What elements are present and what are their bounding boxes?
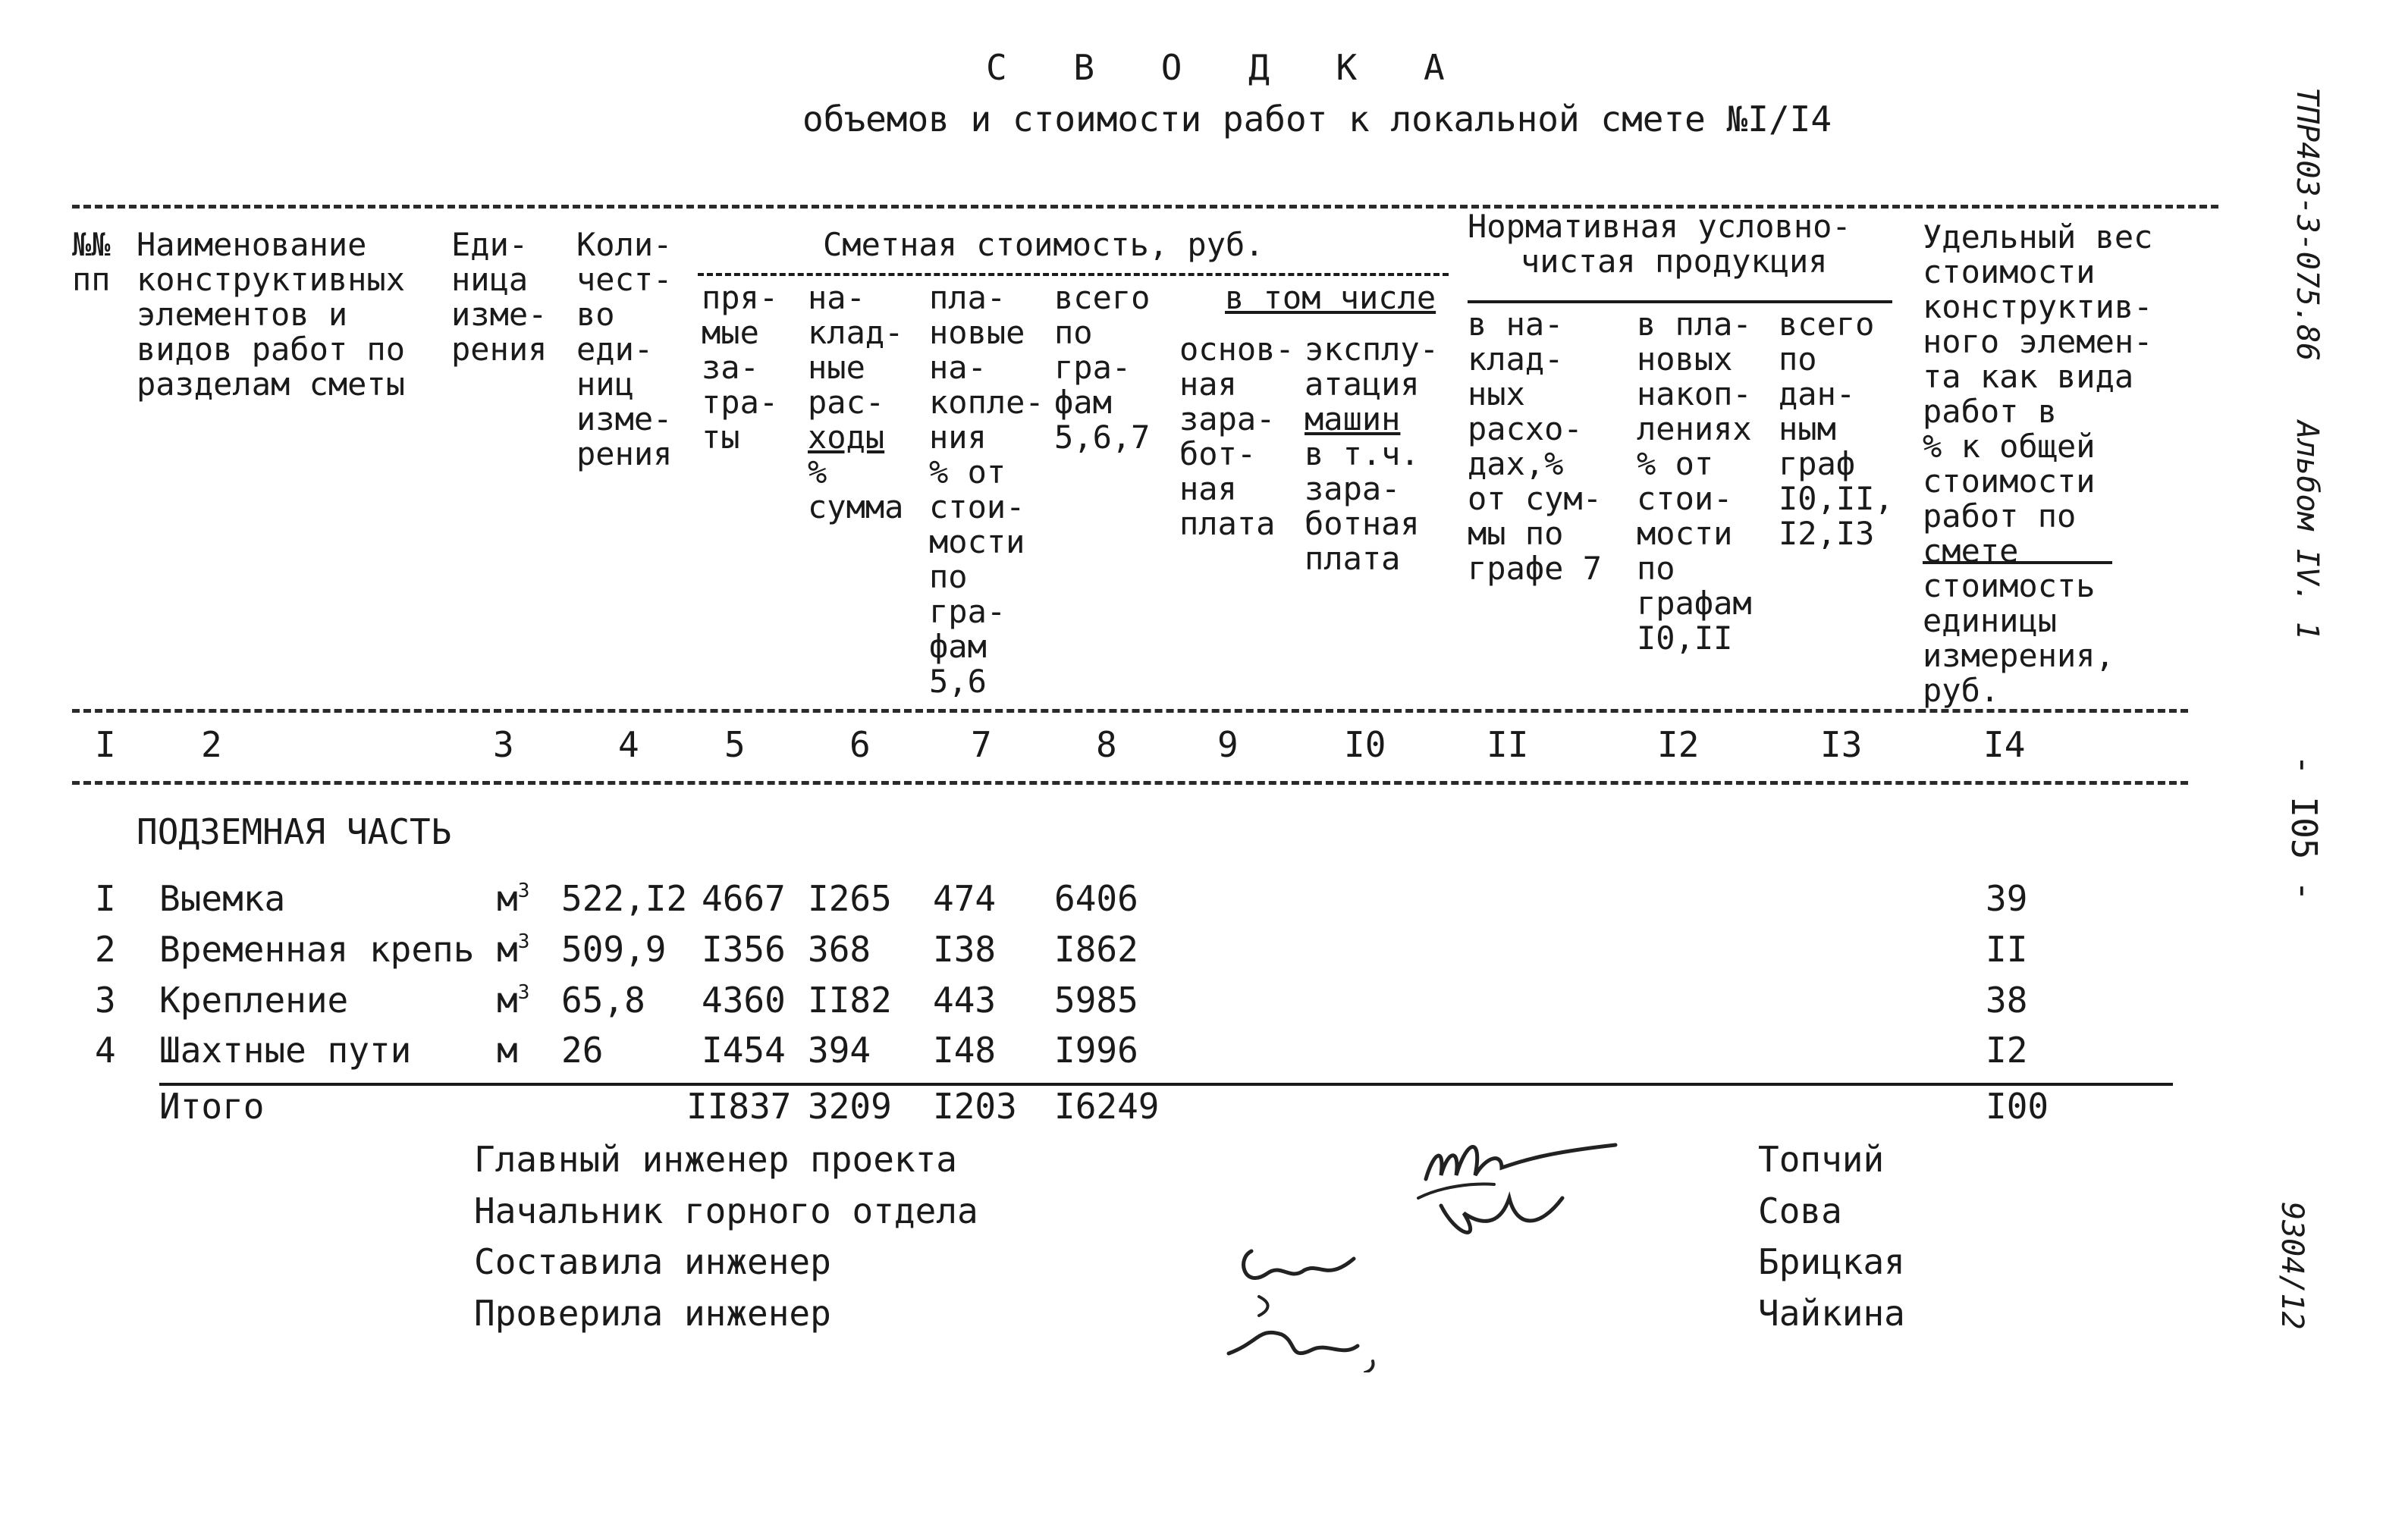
row-overhead: I265: [808, 878, 892, 919]
column-number-11: II: [1487, 724, 1529, 765]
column-number-4: 4: [618, 724, 639, 765]
row-share: II: [1986, 929, 2028, 970]
header-including-group: в том числе: [1225, 279, 1436, 316]
header-norm-planned: в пла- новых накоп- лениях % от стои- мости по графам I0,II: [1637, 306, 1752, 657]
row-name: Шахтные пути: [159, 1030, 412, 1071]
row-number: I: [95, 878, 116, 919]
header-total: всего по гра- фам 5,6,7: [1054, 279, 1151, 456]
margin-page-number: - I05 -: [2284, 754, 2325, 902]
column-number-1: I: [95, 724, 116, 765]
header-estimated-cost-group: Сметная стоимость, руб.: [823, 226, 1264, 263]
row-direct: 4667: [702, 878, 786, 919]
margin-code: ТПР403-3-075.86: [2290, 87, 2325, 362]
column-numbers-rule: [72, 781, 2188, 785]
row-quantity: 26: [561, 1030, 604, 1071]
signature-role: Начальник горного отдела: [474, 1190, 978, 1231]
signature-name: Чайкина: [1758, 1293, 1905, 1334]
total-planned: I203: [933, 1086, 1017, 1127]
column-number-9: 9: [1217, 724, 1239, 765]
signature-name: Сова: [1758, 1190, 1842, 1231]
margin-registration-number: 9304/12: [2275, 1202, 2309, 1330]
signature-role: Главный инженер проекта: [474, 1139, 957, 1180]
signature-name: Топчий: [1758, 1139, 1885, 1180]
column-number-14: I4: [1983, 724, 2026, 765]
row-name: Крепление: [159, 980, 349, 1021]
row-overhead: II82: [808, 980, 892, 1021]
row-total: 5985: [1054, 980, 1138, 1021]
row-planned: I38: [933, 929, 997, 970]
row-direct: 4360: [702, 980, 786, 1021]
row-unit: $м^3$: [497, 878, 530, 919]
column-number-8: 8: [1096, 724, 1117, 765]
row-quantity: 522,I2: [561, 878, 688, 919]
signature-role: Составила инженер: [474, 1241, 831, 1282]
row-total: I996: [1054, 1030, 1138, 1071]
column-number-13: I3: [1820, 724, 1863, 765]
header-machine-operation: эксплу- атация машин в т.ч. зара- ботная плата: [1305, 331, 1440, 577]
header-unit: Еди- ница изме- рения: [451, 226, 548, 368]
handwritten-signature-chief-engineer: [1411, 1122, 1638, 1251]
header-norm-total: всего по дан- ным граф I0,II, I2,I3: [1779, 306, 1894, 552]
column-number-2: 2: [201, 724, 222, 765]
row-share: I2: [1986, 1030, 2028, 1071]
row-direct: I454: [702, 1030, 786, 1071]
row-planned: I48: [933, 1030, 997, 1071]
row-number: 3: [95, 980, 116, 1021]
row-unit: $м^3$: [497, 980, 530, 1021]
header-overhead: на- клад- ные рас- ходы % сумма: [808, 279, 904, 525]
row-planned: 474: [933, 878, 997, 919]
signature-role: Проверила инженер: [474, 1293, 831, 1334]
column-number-6: 6: [849, 724, 871, 765]
row-unit: $м^3$: [497, 929, 530, 970]
row-name: Выемка: [159, 878, 286, 919]
header-specific-weight: Удельный вес стоимости конструктив- ного элемен- та как вида работ в % к общей стоимости работ по смете стоимость единицы измерения, руб.: [1923, 218, 2153, 709]
total-share: I00: [1986, 1086, 2049, 1127]
document-title: С В О Д К А: [986, 47, 1468, 88]
total-rule: [159, 1083, 2173, 1086]
cost-group-rule: [698, 273, 1449, 276]
header-top-rule: [72, 205, 2218, 209]
row-overhead: 394: [808, 1030, 871, 1071]
header-direct-costs: пря- мые за- тра- ты: [702, 279, 779, 456]
header-planned-savings: пла- новые на- копле- ния % от стои- мости по гра- фам 5,6: [929, 279, 1044, 700]
column-number-12: I2: [1657, 724, 1700, 765]
header-quantity: Коли- чест- во еди- ниц изме- рения: [576, 226, 673, 472]
handwritten-signature-engineers: [1213, 1228, 1411, 1372]
signature-name: Брицкая: [1758, 1241, 1905, 1282]
margin-album: Альбом IV. 1: [2290, 421, 2325, 640]
row-total: I862: [1054, 929, 1138, 970]
row-number: 2: [95, 929, 116, 970]
column-number-10: I0: [1344, 724, 1386, 765]
row-overhead: 368: [808, 929, 871, 970]
norm-group-rule: [1468, 300, 1892, 303]
row-number: 4: [95, 1030, 116, 1071]
total-label: Итого: [159, 1086, 265, 1127]
row-share: 38: [1986, 980, 2028, 1021]
header-norm-overhead: в на- клад- ных расхо- дах,% от сум- мы по графе 7: [1468, 306, 1603, 587]
header-normative-product-group: Нормативная условно- чистая продукция: [1468, 208, 1851, 280]
column-number-7: 7: [971, 724, 992, 765]
row-share: 39: [1986, 878, 2028, 919]
row-name: Временная крепь: [159, 929, 475, 970]
header-bottom-rule: [72, 709, 2188, 713]
document-subtitle: объемов и стоимости работ к локальной смете №I/I4: [802, 99, 1832, 140]
column-number-5: 5: [724, 724, 746, 765]
row-direct: I356: [702, 929, 786, 970]
total-total: I6249: [1054, 1086, 1160, 1127]
header-base-wages: основ- ная зара- бот- ная плата: [1179, 331, 1295, 542]
total-direct: II837: [686, 1086, 792, 1127]
total-overhead: 3209: [808, 1086, 892, 1127]
row-total: 6406: [1054, 878, 1138, 919]
header-name: Наименование конструктивных элементов и видов работ по разделам сметы: [137, 226, 406, 403]
column-number-3: 3: [493, 724, 514, 765]
section-title: ПОДЗЕМНАЯ ЧАСТЬ: [137, 811, 452, 852]
header-number: №№ пп: [72, 226, 111, 298]
row-quantity: 65,8: [561, 980, 645, 1021]
row-planned: 443: [933, 980, 997, 1021]
row-unit: м: [497, 1030, 518, 1071]
row-quantity: 509,9: [561, 929, 667, 970]
